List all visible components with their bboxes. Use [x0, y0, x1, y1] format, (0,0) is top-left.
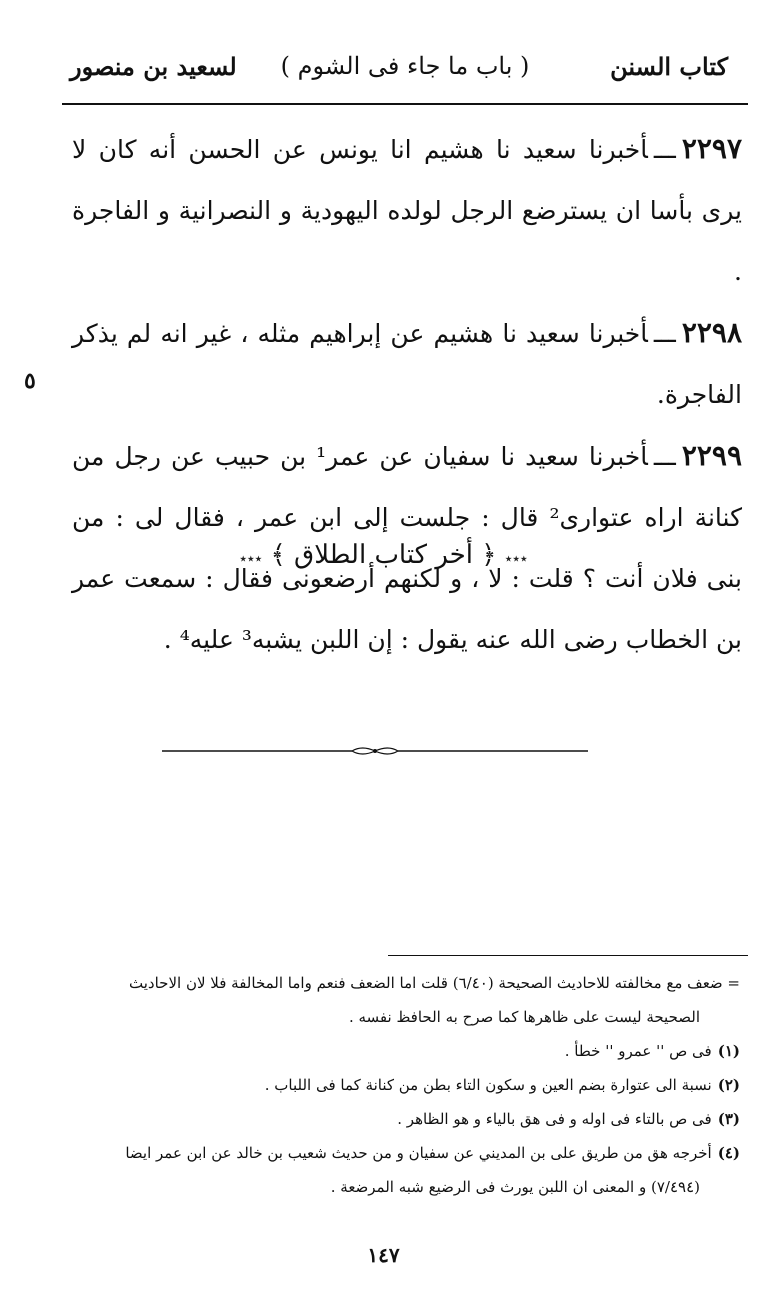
star-ornament-icon: ٭٭٭: [239, 551, 263, 567]
header-rule: [62, 103, 748, 105]
end-of-book-title: [0, 540, 767, 570]
footnote-continuation: = ضعف مع مخالفته للاحاديث الصحيحة (٦/٤٠) قلت اما الضعف فنعم واما المخالفة فلا لان الاحاديث: [129, 974, 740, 992]
author-name: لسعيد بن منصور: [70, 52, 237, 81]
footnote-2: [60, 1068, 740, 1102]
hadith-2297: [72, 118, 742, 302]
running-head: [62, 52, 748, 92]
footnotes: [60, 966, 740, 1204]
footnote-text: نسبة الى عتوارة بضم العين و سكون التاء بطن من كنانة كما فى اللباب .: [264, 1076, 712, 1094]
footnote-rule: [388, 955, 748, 956]
divider-ornament-icon: [162, 744, 588, 758]
dash: ـــ: [653, 135, 676, 164]
dash: ـــ: [653, 319, 676, 348]
footnote-text: فى ص بالتاء فى اوله و فى هق بالياء و هو الظاهر .: [397, 1110, 712, 1128]
end-of-book-text: ﴿ أخر كتاب الطلاق ﴾: [270, 540, 497, 570]
hadith-text: أخبرنا سعيد نا هشيم عن إبراهيم مثله ، غير انه لم يذكر الفاجرة.: [72, 319, 742, 409]
chapter-title: ( باب ما جاء فى الشوم ): [280, 52, 530, 80]
hadith-number: ٢٢٩٩: [681, 439, 742, 472]
footnote-4-continuation: (٧/٤٩٤) و المعنى ان اللبن يورث فى الرضيع شبه المرضعة .: [330, 1178, 700, 1196]
hadith-number: ٢٢٩٧: [681, 132, 742, 165]
footnote-text: أخرجه هق من طريق على بن المديني عن سفيان و من حديث شعيب بن خالد عن ابن عمر ايضا: [125, 1144, 712, 1162]
hadith-text: أخبرنا سعيد نا هشيم انا يونس عن الحسن أنه كان لا يرى بأسا ان يسترضع الرجل لولده اليهودية و النصرانية و الفاجرة .: [72, 135, 742, 286]
footnote-label: (٤): [717, 1144, 740, 1162]
star-ornament-icon: ٭٭٭: [504, 551, 528, 567]
page-number: ١٤٧: [367, 1243, 400, 1267]
hadith-2298: [72, 302, 742, 425]
line-number-marker: ٥: [24, 368, 36, 394]
footnote-label: (٣): [717, 1110, 740, 1128]
footnote-1: [60, 1034, 740, 1068]
footnote-label: (١): [717, 1042, 740, 1060]
footnote-3: [60, 1102, 740, 1136]
dash: ـــ: [653, 442, 676, 471]
footnote-continuation: الصحيحة ليست على ظاهرها كما صرح به الحافظ نفسه .: [348, 1008, 700, 1026]
hadith-number: ٢٢٩٨: [681, 316, 742, 349]
footnote-label: (٢): [717, 1076, 740, 1094]
book-title: كتاب السنن: [610, 52, 728, 81]
footnote-4: [60, 1136, 740, 1170]
footnote-text: فى ص '' عمرو '' خطأ .: [564, 1042, 712, 1060]
main-text: [72, 118, 742, 670]
hadith-text: أخبرنا سعيد نا سفيان عن عمر¹ بن حبيب عن رجل من كنانة اراه عتوارى² قال : جلست إلى ابن عمر ، فقال لى : من بنى فلان أنت ؟ قلت : لا ، و لكنهم أرضعونى فقال : سمعت عمر بن الخطاب رضى الله عنه يقول : إن اللبن يشبه³ عليه⁴ .: [72, 442, 742, 654]
